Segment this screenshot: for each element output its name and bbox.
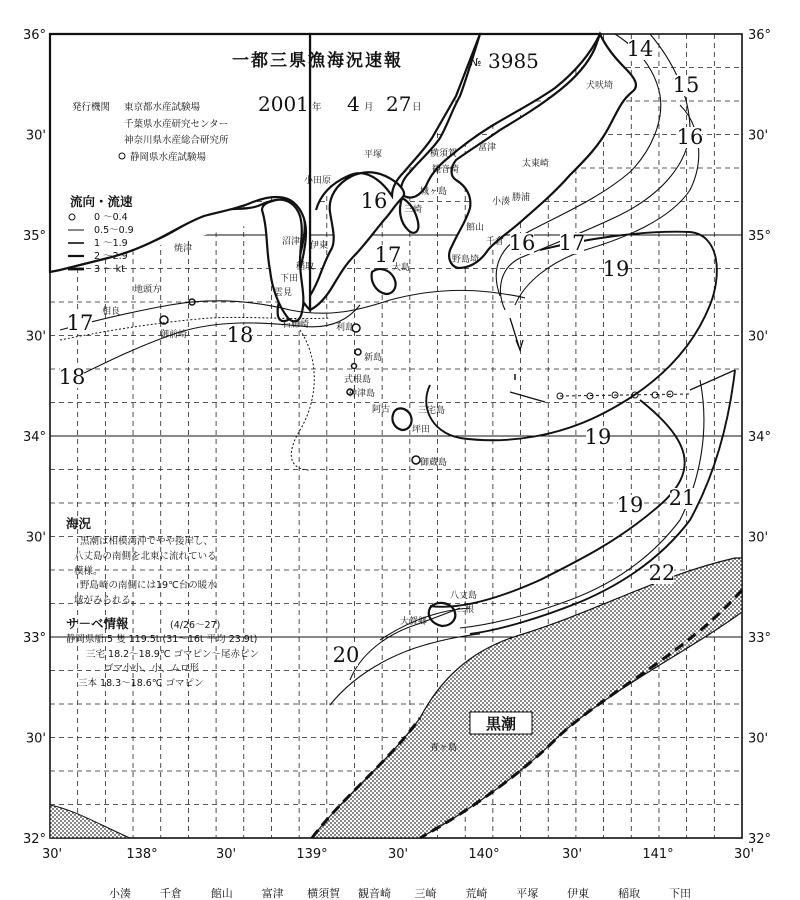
place-label: 焼津 xyxy=(174,244,193,254)
lon-label: 138° xyxy=(126,847,158,862)
place-label: 式根島 xyxy=(344,375,372,385)
footer-place-label: 荒崎 xyxy=(465,887,488,900)
legend-row-5: 3 ～ kt xyxy=(94,264,125,275)
bulletin-number-prefix: № xyxy=(470,56,482,69)
lat-label-right: 30' xyxy=(748,731,769,747)
bulletin-title: 一都三県漁海況速報 xyxy=(232,51,403,71)
place-label: 大島 xyxy=(392,263,411,273)
footer-place-label: 伊東 xyxy=(567,887,590,900)
kuroshio-label: 黒潮 xyxy=(485,715,517,733)
isotherm-label: 19 xyxy=(602,257,630,281)
fishing-info-date: (4/26～27) xyxy=(170,620,221,631)
isotherm-label: 22 xyxy=(648,561,676,585)
sea-conditions-line-2: 八丈島の南側を北東に流れている xyxy=(74,551,217,562)
place-label: 八丈島 xyxy=(450,591,478,601)
isotherm-label: 16 xyxy=(360,189,388,213)
isotherm-label: 16 xyxy=(676,125,704,149)
place-label: 城ヶ島 xyxy=(420,187,448,197)
lat-label-right: 32° xyxy=(748,832,772,847)
footer-place-label: 三崎 xyxy=(414,887,437,900)
isotherm-label: 19 xyxy=(584,425,612,449)
isotherm-label: 17 xyxy=(558,231,586,255)
isotherm-label: 15 xyxy=(672,73,700,97)
date-year: 2001 xyxy=(258,92,309,116)
sea-conditions-line-4: 野島崎の南側には19℃台の暖水 xyxy=(80,580,217,591)
place-label: 三宅島 xyxy=(418,406,446,416)
place-label: 新島 xyxy=(364,353,383,363)
isotherm-label: 17 xyxy=(66,311,94,335)
current-legend-title: 流向・流速 xyxy=(70,194,133,209)
place-label: 稲取 xyxy=(296,262,315,272)
fishing-info-line-4: 三本 18.3～18.6℃ ゴマピン xyxy=(78,678,204,689)
lat-label-left: 30' xyxy=(25,731,46,747)
agency-4: 静岡県水産試験場 xyxy=(130,152,207,163)
sea-conditions-heading: 海況 xyxy=(66,516,92,531)
lat-label-left: 30' xyxy=(25,329,46,345)
lon-label: 30' xyxy=(733,847,755,862)
place-label: 観音崎 xyxy=(432,165,460,175)
agency-1: 東京都水産試験場 xyxy=(124,102,201,113)
footer-place-label: 平塚 xyxy=(516,887,539,900)
lat-label-left: 33° xyxy=(22,631,46,646)
footer-place-label: 下田 xyxy=(669,887,691,900)
footer-place-label: 富津 xyxy=(261,887,284,900)
agency-2: 千葉県水産研究センター xyxy=(124,119,229,130)
fishing-info-heading: サ－ベ情報 xyxy=(66,616,129,631)
lon-label: 139° xyxy=(296,847,328,862)
place-label: 大賀郷 xyxy=(400,617,428,627)
place-label: 平塚 xyxy=(364,150,383,160)
place-label: 石廊崎 xyxy=(282,320,310,330)
place-label: 館山 xyxy=(466,223,485,233)
longitude-labels-bottom xyxy=(42,847,754,862)
footer-place-label: 稲取 xyxy=(618,887,641,900)
lat-label-right: 30' xyxy=(748,128,769,144)
isotherm-label: 21 xyxy=(668,486,696,510)
lat-label-right: 30' xyxy=(748,329,769,345)
place-label: 勝浦 xyxy=(512,193,531,203)
place-label: 御蔵島 xyxy=(420,458,448,468)
sea-conditions-line-3: 模様。 xyxy=(74,566,103,577)
lat-label-right: 33° xyxy=(748,631,772,646)
place-label: 利島 xyxy=(336,323,355,333)
agency-3: 神奈川県水産総合研究所 xyxy=(124,135,229,146)
place-label: 富津 xyxy=(478,143,497,153)
isotherm-label: 17 xyxy=(374,243,402,267)
place-label: 青ヶ島 xyxy=(430,743,458,753)
footer-place-label: 館山 xyxy=(210,887,233,900)
legend-row-3: 1 ～1.9 xyxy=(94,238,128,249)
place-label: 相良 xyxy=(102,307,121,317)
place-label: 小湊 xyxy=(492,197,511,207)
place-label: 横須賀 xyxy=(430,149,458,159)
lat-label-right: 36° xyxy=(748,28,772,43)
footer-place-label: 千倉 xyxy=(159,887,182,900)
lon-label: 30' xyxy=(387,847,409,862)
legend-row-1: 0 ～0.4 xyxy=(94,212,128,223)
legend-row-4: 2 ～2.9 xyxy=(94,251,128,262)
place-label: 阿古 xyxy=(372,405,391,415)
lon-label: 141° xyxy=(642,847,674,862)
isotherm-label: 14 xyxy=(626,37,654,61)
lat-label-right: 30' xyxy=(748,530,769,546)
place-label: 小田原 xyxy=(304,176,332,186)
lon-label: 140° xyxy=(468,847,500,862)
date-day-unit: 日 xyxy=(412,102,422,113)
lat-label-left: 36° xyxy=(22,28,46,43)
date-day: 27 xyxy=(386,92,412,116)
isotherm-label: 19 xyxy=(616,493,644,517)
place-label: 千倉 xyxy=(486,237,505,247)
lat-label-left: 35° xyxy=(22,229,46,244)
isotherm-label: 18 xyxy=(58,365,86,389)
lon-label: 30' xyxy=(215,847,237,862)
place-label: 伊東 xyxy=(310,241,329,251)
place-label: 太東崎 xyxy=(522,159,550,169)
footer-place-label: 観音崎 xyxy=(358,887,392,900)
date-month-unit: 月 xyxy=(364,102,374,113)
lat-label-right: 34° xyxy=(748,430,772,445)
lat-label-right: 35° xyxy=(748,229,772,244)
fishing-info-line-1: 静岡県船 5 隻 119.5t (31～16t 平均 23.9t) xyxy=(66,634,258,645)
issuer-label: 発行機関 xyxy=(72,102,111,113)
sea-conditions-line-1: 黒潮は相模湾沖でやや接岸し、 xyxy=(80,536,214,547)
place-label: 三根 xyxy=(456,605,475,615)
bulletin-number: 3985 xyxy=(488,49,539,73)
lon-label: 30' xyxy=(41,847,63,862)
place-label: 神津島 xyxy=(348,389,376,399)
isotherm-label: 18 xyxy=(226,323,254,347)
fishing-info-line-2: 三宅 18.2～18.9℃ ゴマピン～尾赤ピン xyxy=(86,649,260,660)
footer-place-label: 小湊 xyxy=(109,887,131,900)
place-label: 地頭方 xyxy=(134,285,162,295)
lon-label: 30' xyxy=(561,847,583,862)
place-label: 下田 xyxy=(280,274,299,284)
place-label: 野島埼 xyxy=(452,255,480,265)
isotherm-label: 16 xyxy=(508,231,536,255)
fishing-info-line-3: ゴマ小小、小、ムロ形 xyxy=(104,663,200,674)
sea-conditions-line-5: 域がみられる。 xyxy=(74,595,141,606)
legend-row-2: 0.5～0.9 xyxy=(94,225,134,236)
lat-label-left: 32° xyxy=(22,832,46,847)
place-label: 沼津 xyxy=(282,237,301,247)
isotherm-label: 20 xyxy=(332,643,360,667)
place-label: 御前崎 xyxy=(160,330,188,340)
date-month: 4 xyxy=(347,92,360,116)
lat-label-left: 34° xyxy=(22,430,46,445)
place-label: 雲見 xyxy=(274,288,293,298)
lat-label-left: 30' xyxy=(25,128,46,144)
place-label: 犬吠埼 xyxy=(586,81,614,91)
footer-place-label: 横須賀 xyxy=(307,887,341,900)
place-label: 坪田 xyxy=(412,425,431,435)
lat-label-left: 30' xyxy=(25,530,46,546)
place-label: 三崎 xyxy=(404,205,423,215)
date-year-unit: 年 xyxy=(312,102,322,113)
